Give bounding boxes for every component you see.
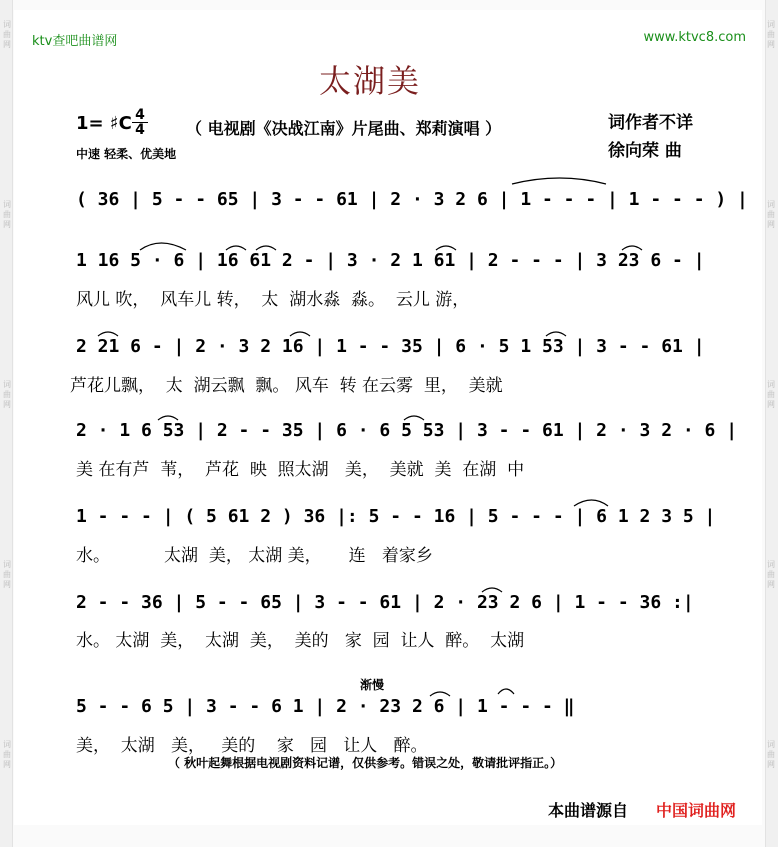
score-line-1-notes: ( 36 | 5 - - 65 | 3 - - 61 | 2 · 3 2 6 | 1 - - - | 1 - - - ) | <box>76 189 748 210</box>
composer-credit: 徐向荣 曲 <box>608 141 682 161</box>
song-title: 太湖美 <box>318 62 421 100</box>
slur-arc <box>574 500 608 506</box>
score-line-2-notes: 1 16 5 · 6 | 16 61 2 - | 3 · 2 1 61 | 2 - - - | 3 23 6 - | <box>76 250 705 271</box>
source-site-name: 中国词曲网 <box>656 801 737 820</box>
tempo-change-marking: 渐慢 <box>360 678 385 692</box>
key-signature: 1= ♯C <box>76 113 132 134</box>
score-line-7-notes: 5 - - 6 5 | 3 - - 6 1 | 2 · 23 2 6 | 1 - - - ‖ <box>76 696 575 717</box>
slur-arc <box>256 246 276 250</box>
lyricist-credit: 词作者不详 <box>608 113 693 133</box>
fermata-mark <box>498 689 514 694</box>
score-line-4-lyrics: 美 在有芦 苇， 芦花 映 照太湖 美， 美就 美 在湖 中 <box>76 460 525 480</box>
score-line-6-lyrics: 水。 太湖 美， 太湖 美， 美的 家 园 让人 醉。 太湖 <box>76 631 525 651</box>
site-name-left: ktv查吧曲谱网 <box>32 34 118 49</box>
time-signature-numerator: 4 <box>135 107 145 123</box>
score-line-4-notes: 2 · 1 6 53 | 2 - - 35 | 6 · 6 5 53 | 3 - - 61 | 2 · 3 2 · 6 | <box>76 420 738 441</box>
watermark: 词 曲 网 <box>767 20 775 49</box>
slur-arc <box>482 588 502 592</box>
score-line-3-notes: 2 21 6 - | 2 · 3 2 16 | 1 - - 35 | 6 · 5 1 53 | 3 - - 61 | <box>76 336 705 357</box>
transcription-note: （ 秋叶起舞根据电视剧资料记谱，仅供参考。错误之处，敬请批评指正。） <box>168 756 563 770</box>
slur-arc <box>546 332 566 336</box>
time-signature-denominator: 4 <box>132 122 148 137</box>
score-line-2-lyrics: 风儿 吹， 风车儿 转， 太 湖水淼 淼。 云儿 游， <box>76 290 470 310</box>
tempo-marking: 中速 轻柔、优美地 <box>76 147 177 161</box>
slur-arc <box>140 243 186 250</box>
slur-arc <box>404 416 424 420</box>
slur-arc <box>98 332 118 336</box>
source-label: 本曲谱源自 <box>548 801 629 820</box>
watermark: 词 曲 网 <box>767 740 775 769</box>
score-line-5-lyrics: 水。 太湖 美， 太湖 美， 连 着家乡 <box>76 546 433 566</box>
watermark: 词 曲 网 <box>767 560 775 589</box>
score-line-3-lyrics: 芦花儿飘， 太 湖云飘 飘。 风车 转 在云雾 里， 美就 <box>70 376 503 396</box>
slur-arc <box>622 246 642 250</box>
slur-arc <box>158 416 178 420</box>
site-url-right: www.ktvc8.com <box>643 30 746 45</box>
watermark: 词 曲 网 <box>3 20 11 49</box>
score-line-7-lyrics: 美， 太湖 美， 美的 家 园 让人 醉。 <box>76 736 428 756</box>
watermark: 词 曲 网 <box>3 200 11 229</box>
watermark: 词 曲 网 <box>767 200 775 229</box>
song-subtitle: （ 电视剧《决战江南》片尾曲、郑莉演唱 ） <box>186 119 502 138</box>
watermark: 词 曲 网 <box>3 560 11 589</box>
score-line-6-notes: 2 - - 36 | 5 - - 65 | 3 - - 61 | 2 · 23 2 6 | 1 - - 36 :| <box>76 592 694 613</box>
slur-arc <box>226 246 246 250</box>
watermark: 词 曲 网 <box>3 380 11 409</box>
watermark: 词 曲 网 <box>767 380 775 409</box>
tie-arc <box>512 178 606 184</box>
slur-arc <box>436 246 456 250</box>
watermark: 词 曲 网 <box>3 740 11 769</box>
slur-arc <box>430 692 450 696</box>
score-line-5-notes: 1 - - - | ( 5 61 2 ) 36 |: 5 - - 16 | 5 - - - | 6 1 2 3 5 | <box>76 506 716 527</box>
slur-arc <box>290 332 310 336</box>
